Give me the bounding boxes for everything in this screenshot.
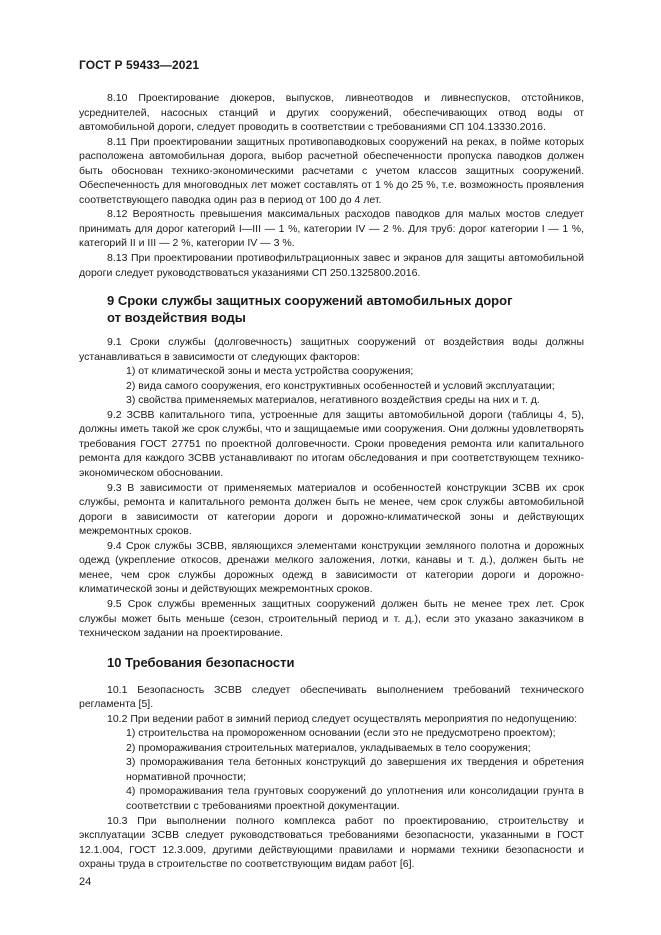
section-9-heading [79,292,584,326]
paragraph-9-4: 9.4 Срок службы ЗСВВ, являющихся элементами конструкции земляного полотна и дорожных одежд (укрепление откосов, дренажи мелкого заложения, лотки, канавы и т. д.), должен быть не менее, чем срок службы дорожных одежд в зависимости от категории дороги и дорожно-климатической зоны и действующих межремонтных сроков. [79,539,584,596]
section-10-heading: 10 Требования безопасности [107,654,295,670]
section-9-heading-line1: 9 Сроки службы защитных сооружений автомобильных дорог [107,293,513,309]
list-item: 2) промораживания строительных материалов, укладываемых в тело сооружения; [126,741,531,754]
list-item: 3) промораживания тела бетонных конструкций до завершения их твердения и обретения нормативной прочности; [126,756,584,783]
paragraph-10-2: 10.2 При ведении работ в зимний период следует осуществлять мероприятия по недопущению: [107,712,577,725]
list-item: 1) строительства на промороженном основании (если это не предусмотрено проектом); [126,727,556,740]
paragraph-10-3: 10.3 При выполнении полного комплекса работ по проектированию, строительству и эксплуатации ЗСВВ следует руководствоваться требованиями безопасности, указанными в ГОСТ 12.1.004, ГОСТ 12.3.009, другими действующими правилами и нормами техники безопасности и охраны труда в строительстве по соответствующим видам работ [6]. [79,814,584,871]
list-item: 1) от климатической зоны и места устройства сооружения; [126,365,414,378]
paragraph-9-1: 9.1 Сроки службы (долговечность) защитных сооружений от воздействия воды должны устанавливаться в зависимости от следующих факторов: [79,336,584,363]
section-9-heading-line2: от воздействия воды [107,310,246,326]
page-content [79,91,584,872]
paragraph-9-5: 9.5 Срок службы временных защитных сооружений должен быть не менее трех лет. Срок службы может быть меньше (сезон, строительный период и т. д.), если это указано заказчиком в техническом задании на проектирование. [79,597,584,640]
paragraph-8-11: 8.11 При проектировании защитных противопаводковых сооружений на реках, в пойме которых расположена автомобильная дорога, выбор расчетной обеспеченности пропуска паводков должен быть обоснован технико-экономическими расчетами с учетом классов защитных сооружений. Обеспеченность для многоводных лет может составлять от 1 % до 25 %, т.е. возможность проявления соответствующего паводка один раз в период от 100 до 4 лет. [79,135,584,206]
paragraph-9-2: 9.2 ЗСВВ капитального типа, устроенные для защиты автомобильной дороги (таблицы 4, 5), должны иметь такой же срок службы, что и защищаемые ими сооружения. Они должны удовлетворять требования ГОСТ 27751 по проектной долговечности. Сроки проведения ремонта или капитального ремонта для каждого ЗСВВ устанавливают по итогам обследования и при соответствующем технико-экономическом обосновании. [79,408,584,480]
paragraph-8-12: 8.12 Вероятность превышения максимальных расходов паводков для малых мостов следует принимать для дорог категорий I—III — 1 %, категории IV — 2 %. Для труб: дорог категории I — 1 %, категорий II и III — 2 %, категории IV — 3 %. [79,208,584,250]
paragraph-8-13: 8.13 При проектировании противофильтрационных завес и экранов для защиты автомобильной дороги следует руководствоваться указаниями СП 250.1325800.2016. [79,252,584,279]
paragraph-9-3: 9.3 В зависимости от применяемых материалов и особенностей конструкции ЗСВВ их срок службы, ремонта и капитального ремонта должен быть не менее, чем срок службы автомобильной дороги в зависимости от категории дороги и дорожно-климатической зоны и действующих межремонтных сроков. [79,481,584,538]
paragraph-10-1: 10.1 Безопасность ЗСВВ следует обеспечивать выполнением требований технического регламента [5]. [79,683,584,711]
document-header: ГОСТ Р 59433—2021 [79,58,200,72]
page-number: 24 [79,876,92,888]
list-item: 4) промораживания тела грунтовых сооружений до уплотнения или консолидации грунта в соответствии с требованиями проектной документации. [126,785,584,812]
list-item: 2) вида самого сооружения, его конструктивных особенностей и условий эксплуатации; [126,379,555,392]
list-item: 3) свойства применяемых материалов, негативного воздействия среды на них и т. д. [126,394,540,407]
paragraph-8-10: 8.10 Проектирование дюкеров, выпусков, ливнеотводов и ливнеспусков, отстойников, усреднителей, насосных станций и других сооружений, обеспечивающих отвод воды от автомобильной дороги, следует проводить в соответствии с требованиями СП 104.13330.2016. [79,92,584,134]
